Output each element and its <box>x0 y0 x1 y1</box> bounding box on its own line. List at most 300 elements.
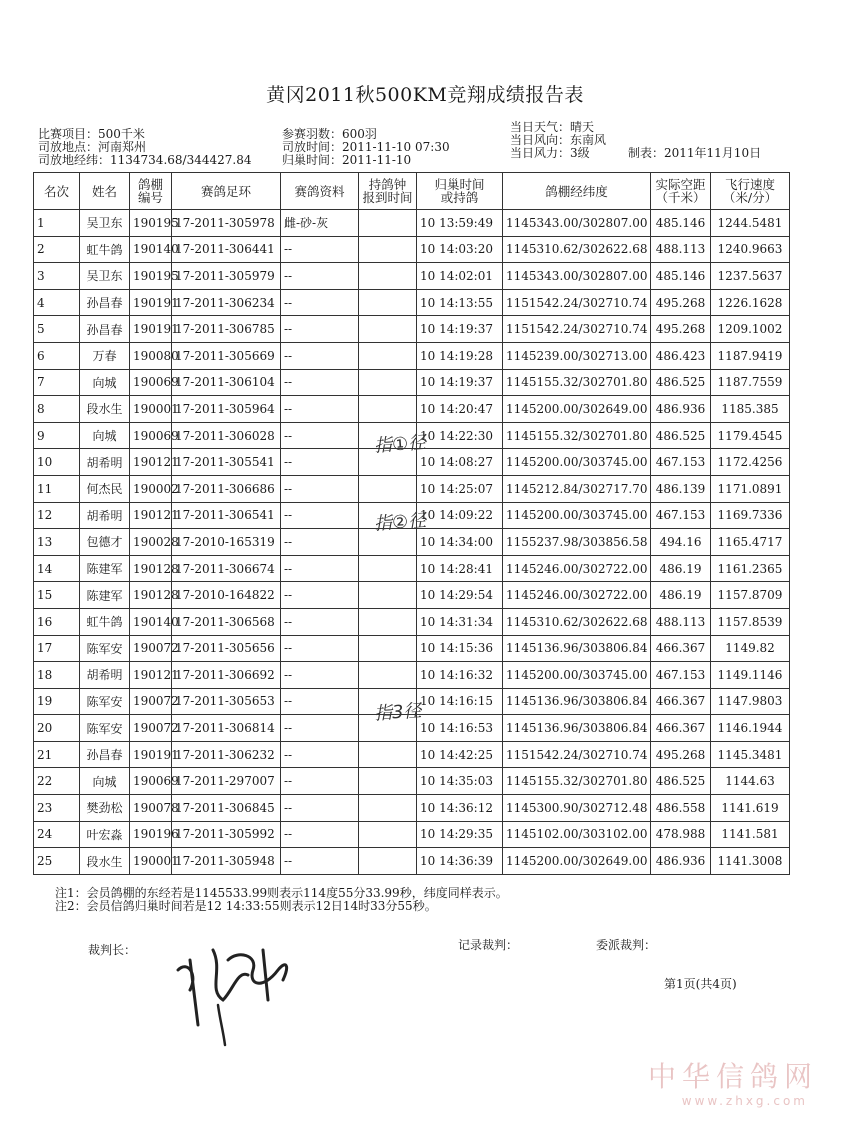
handwritten-note: 指3径 <box>373 700 423 725</box>
table-cell: 190121 <box>130 662 172 689</box>
column-header: 鸽棚 编号 <box>130 173 172 210</box>
table-cell: 486.423 <box>651 342 711 369</box>
table-cell: 190078 <box>130 795 172 822</box>
meta-release-coords: 司放地经纬：1134734.68/344427.84 <box>38 153 252 167</box>
table-cell: -- <box>281 422 359 449</box>
table-cell: 488.113 <box>651 608 711 635</box>
table-cell: 孙昌春 <box>80 289 130 316</box>
table-cell: 1141.619 <box>711 795 790 822</box>
table-cell: 13 <box>34 529 80 556</box>
table-row <box>34 342 790 369</box>
table-cell: 495.268 <box>651 289 711 316</box>
table-row <box>34 768 790 795</box>
table-cell: 陈军安 <box>80 688 130 715</box>
table-cell: -- <box>281 555 359 582</box>
table-cell: -- <box>281 236 359 263</box>
table-row <box>34 795 790 822</box>
table-cell: -- <box>281 396 359 423</box>
table-cell: 1179.4545 <box>711 422 790 449</box>
table-cell: 陈建军 <box>80 555 130 582</box>
table-cell: 5 <box>34 316 80 343</box>
table-cell: 1145310.62/302622.68 <box>503 236 651 263</box>
table-cell: 1209.1002 <box>711 316 790 343</box>
table-cell: 1149.1146 <box>711 662 790 689</box>
table-cell: 10 14:29:35 <box>417 821 503 848</box>
table-row <box>34 635 790 662</box>
meta-wind-force: 当日风力：3级 <box>510 146 590 160</box>
table-cell: 1145136.96/303806.84 <box>503 715 651 742</box>
table-row <box>34 289 790 316</box>
table-cell: 17-2011-305992 <box>172 821 281 848</box>
table-cell: 1172.4256 <box>711 449 790 476</box>
table-cell: 10 14:16:53 <box>417 715 503 742</box>
table-cell: -- <box>281 688 359 715</box>
table-cell: 1145310.62/302622.68 <box>503 608 651 635</box>
table-cell <box>359 210 417 237</box>
table-cell <box>359 396 417 423</box>
meta-entries: 参赛羽数：600羽 <box>282 127 377 141</box>
table-cell: 18 <box>34 662 80 689</box>
table-cell: 10 14:20:47 <box>417 396 503 423</box>
table-cell: 17-2011-305656 <box>172 635 281 662</box>
table-cell: 胡希明 <box>80 662 130 689</box>
table-cell: 467.153 <box>651 502 711 529</box>
table-cell: 吴卫东 <box>80 263 130 290</box>
table-cell: 190128 <box>130 555 172 582</box>
table-cell: 486.19 <box>651 555 711 582</box>
column-header: 名次 <box>34 173 80 210</box>
table-cell: 1145300.90/302712.48 <box>503 795 651 822</box>
table-cell: 1 <box>34 210 80 237</box>
table-cell: 17-2011-306541 <box>172 502 281 529</box>
table-cell: 10 14:22:30 <box>417 422 503 449</box>
table-cell <box>359 795 417 822</box>
page-indicator: 第1页(共4页) <box>664 977 737 991</box>
meta-release-time: 司放时间：2011-11-10 07:30 <box>282 140 450 154</box>
table-cell: -- <box>281 795 359 822</box>
table-cell: 包德才 <box>80 529 130 556</box>
table-cell: 向城 <box>80 422 130 449</box>
table-cell: 樊劲松 <box>80 795 130 822</box>
chief-referee-label: 裁判长： <box>88 943 137 957</box>
table-cell: 1151542.24/302710.74 <box>503 289 651 316</box>
table-cell: 陈建军 <box>80 582 130 609</box>
table-cell: 15 <box>34 582 80 609</box>
table-cell: 1237.5637 <box>711 263 790 290</box>
table-cell <box>359 342 417 369</box>
table-row <box>34 848 790 875</box>
table-row <box>34 475 790 502</box>
table-header-row <box>34 173 790 210</box>
table-cell: 494.16 <box>651 529 711 556</box>
table-cell <box>359 236 417 263</box>
table-row <box>34 369 790 396</box>
notes <box>55 887 508 913</box>
table-cell: 10 14:28:41 <box>417 555 503 582</box>
table-cell: 1145.3481 <box>711 741 790 768</box>
table-cell: 10 14:09:22 <box>417 502 503 529</box>
table-cell: 467.153 <box>651 449 711 476</box>
table-cell: 10 14:31:34 <box>417 608 503 635</box>
table-cell: 14 <box>34 555 80 582</box>
table-cell: 17-2011-306674 <box>172 555 281 582</box>
table-cell <box>359 475 417 502</box>
table-cell: 1171.0891 <box>711 475 790 502</box>
table-cell: 1145200.00/302649.00 <box>503 396 651 423</box>
table-cell: -- <box>281 768 359 795</box>
table-cell: 1145155.32/302701.80 <box>503 422 651 449</box>
table-cell: 10 14:36:39 <box>417 848 503 875</box>
table-cell: 24 <box>34 821 80 848</box>
table-cell: -- <box>281 715 359 742</box>
table-cell: 16 <box>34 608 80 635</box>
table-cell: 12 <box>34 502 80 529</box>
table-cell: 向城 <box>80 369 130 396</box>
table-cell: 21 <box>34 741 80 768</box>
meta-release-place: 司放地点：河南郑州 <box>38 140 147 154</box>
table-cell: 486.525 <box>651 768 711 795</box>
watermark-logo: 中华信鸽网 <box>647 1060 818 1093</box>
table-cell: 1244.5481 <box>711 210 790 237</box>
table-cell: 10 14:29:54 <box>417 582 503 609</box>
table-cell: 10 14:15:36 <box>417 635 503 662</box>
note-2: 注2：会员信鸽归巢时间若是12 14:33:55则表示12日14时33分55秒。 <box>55 899 437 913</box>
table-cell: 190072 <box>130 688 172 715</box>
table-cell: 17-2011-305948 <box>172 848 281 875</box>
table-cell <box>359 635 417 662</box>
table-cell: -- <box>281 848 359 875</box>
table-cell: 向城 <box>80 768 130 795</box>
table-cell: -- <box>281 316 359 343</box>
column-header: 姓名 <box>80 173 130 210</box>
table-cell: 1144.63 <box>711 768 790 795</box>
table-cell: 1145246.00/302722.00 <box>503 582 651 609</box>
table-cell: 17-2011-306845 <box>172 795 281 822</box>
table-cell: 胡希明 <box>80 449 130 476</box>
table-cell: -- <box>281 529 359 556</box>
table-cell <box>359 289 417 316</box>
table-cell: -- <box>281 635 359 662</box>
table-cell: 1157.8539 <box>711 608 790 635</box>
table-cell: 22 <box>34 768 80 795</box>
table-cell: 488.113 <box>651 236 711 263</box>
table-cell: 11 <box>34 475 80 502</box>
table-row <box>34 608 790 635</box>
column-header: 飞行速度 （米/分） <box>711 173 790 210</box>
table-cell: 10 13:59:49 <box>417 210 503 237</box>
table-cell: 1145246.00/302722.00 <box>503 555 651 582</box>
table-cell: 17-2011-306234 <box>172 289 281 316</box>
meta-weather: 当日天气：晴天 <box>510 120 595 134</box>
table-cell: 17-2011-306441 <box>172 236 281 263</box>
table-cell: 10 14:25:07 <box>417 475 503 502</box>
table-row <box>34 662 790 689</box>
meta-project: 比赛项目：500千米 <box>38 127 145 141</box>
table-cell: 466.367 <box>651 715 711 742</box>
table-cell: -- <box>281 289 359 316</box>
table-cell: -- <box>281 608 359 635</box>
column-header: 持鸽钟 报到时间 <box>359 173 417 210</box>
table-cell: 495.268 <box>651 316 711 343</box>
table-cell: 190191 <box>130 316 172 343</box>
table-cell: 17-2011-306104 <box>172 369 281 396</box>
column-header: 鸽棚经纬度 <box>503 173 651 210</box>
table-cell: 2 <box>34 236 80 263</box>
table-cell: 孙昌春 <box>80 741 130 768</box>
meta-return-time: 归巢时间：2011-11-10 <box>282 153 412 167</box>
column-header: 归巢时间 或持鸽 <box>417 173 503 210</box>
table-cell: 10 14:19:28 <box>417 342 503 369</box>
table-cell <box>359 741 417 768</box>
table-cell: 10 14:03:20 <box>417 236 503 263</box>
table-cell: 1145102.00/303102.00 <box>503 821 651 848</box>
table-cell: 4 <box>34 289 80 316</box>
table-cell <box>359 582 417 609</box>
table-cell: 466.367 <box>651 635 711 662</box>
table-cell: -- <box>281 342 359 369</box>
table-cell: 叶宏淼 <box>80 821 130 848</box>
table-cell: 19 <box>34 688 80 715</box>
table-cell: 17-2010-164822 <box>172 582 281 609</box>
table-cell: 190001 <box>130 848 172 875</box>
table-cell: 17-2011-306232 <box>172 741 281 768</box>
table-cell: -- <box>281 582 359 609</box>
column-header: 实际空距 （千米） <box>651 173 711 210</box>
table-cell: 1145239.00/302713.00 <box>503 342 651 369</box>
meta-col-1 <box>38 128 251 167</box>
table-cell: 486.936 <box>651 396 711 423</box>
table-cell: 1145200.00/302649.00 <box>503 848 651 875</box>
table-cell: 吴卫东 <box>80 210 130 237</box>
meta-made-date: 制表：2011年11月10日 <box>628 146 762 160</box>
recorder-label: 记录裁判： <box>458 938 519 952</box>
meta-col-2 <box>282 128 450 167</box>
table-cell: 1145155.32/302701.80 <box>503 768 651 795</box>
table-cell: 1145155.32/302701.80 <box>503 369 651 396</box>
table-cell: 10 14:16:32 <box>417 662 503 689</box>
handwritten-note: 指①径 <box>373 432 427 457</box>
table-cell: -- <box>281 475 359 502</box>
table-cell: 6 <box>34 342 80 369</box>
table-cell: 1185.385 <box>711 396 790 423</box>
table-row <box>34 263 790 290</box>
watermark-url: www.zhxg.com <box>681 1094 808 1108</box>
table-cell: 7 <box>34 369 80 396</box>
table-cell: 17-2011-305979 <box>172 263 281 290</box>
table-cell: 190140 <box>130 236 172 263</box>
table-cell: -- <box>281 449 359 476</box>
table-cell: 20 <box>34 715 80 742</box>
table-cell: 10 14:34:00 <box>417 529 503 556</box>
table-cell: 17-2011-305964 <box>172 396 281 423</box>
table-cell: 486.19 <box>651 582 711 609</box>
table-cell: 190080 <box>130 342 172 369</box>
handwritten-note: 指②径 <box>373 510 427 535</box>
table-cell: 23 <box>34 795 80 822</box>
table-cell: 9 <box>34 422 80 449</box>
table-cell: 190195 <box>130 210 172 237</box>
table-cell: 1187.9419 <box>711 342 790 369</box>
table-cell: 190191 <box>130 741 172 768</box>
table-cell: 1149.82 <box>711 635 790 662</box>
table-cell: 1145212.84/302717.70 <box>503 475 651 502</box>
table-cell: 1145136.96/303806.84 <box>503 635 651 662</box>
table-cell <box>359 555 417 582</box>
table-cell <box>359 768 417 795</box>
table-row <box>34 555 790 582</box>
table-cell: 190128 <box>130 582 172 609</box>
table-cell: 1146.1944 <box>711 715 790 742</box>
table-cell: 190069 <box>130 768 172 795</box>
table-cell: 190001 <box>130 396 172 423</box>
table-cell <box>359 608 417 635</box>
table-cell: 10 14:42:25 <box>417 741 503 768</box>
table-cell: -- <box>281 821 359 848</box>
table-row <box>34 396 790 423</box>
table-cell: 10 <box>34 449 80 476</box>
table-cell: 190195 <box>130 263 172 290</box>
table-cell: 190121 <box>130 449 172 476</box>
table-cell: 1145343.00/302807.00 <box>503 210 651 237</box>
table-cell: 段水生 <box>80 396 130 423</box>
table-cell: 1145200.00/303745.00 <box>503 502 651 529</box>
table-cell: 8 <box>34 396 80 423</box>
table-cell: 495.268 <box>651 741 711 768</box>
table-cell: 10 14:19:37 <box>417 316 503 343</box>
table-cell: 190140 <box>130 608 172 635</box>
table-cell: 190028 <box>130 529 172 556</box>
column-header: 赛鸽足环 <box>172 173 281 210</box>
table-cell: 10 14:36:12 <box>417 795 503 822</box>
table-cell: 1165.4717 <box>711 529 790 556</box>
table-cell: 10 14:02:01 <box>417 263 503 290</box>
table-cell: 10 14:13:55 <box>417 289 503 316</box>
table-cell: 17-2011-297007 <box>172 768 281 795</box>
table-cell: 17-2011-306028 <box>172 422 281 449</box>
table-cell: 1155237.98/303856.58 <box>503 529 651 556</box>
table-cell: 10 14:19:37 <box>417 369 503 396</box>
table-cell: 陈军安 <box>80 635 130 662</box>
table-row <box>34 582 790 609</box>
table-cell: 陈军安 <box>80 715 130 742</box>
table-cell: 190191 <box>130 289 172 316</box>
table-cell: 190196 <box>130 821 172 848</box>
table-cell: 何杰民 <box>80 475 130 502</box>
table-cell: 3 <box>34 263 80 290</box>
table-row <box>34 821 790 848</box>
table-cell: 1240.9663 <box>711 236 790 263</box>
table-cell: -- <box>281 263 359 290</box>
signature-image <box>168 930 308 1050</box>
table-cell: 485.146 <box>651 263 711 290</box>
table-cell: 486.139 <box>651 475 711 502</box>
table-cell: 1169.7336 <box>711 502 790 529</box>
table-cell: 190069 <box>130 422 172 449</box>
note-1: 注1：会员鸽棚的东经若是1145533.99则表示114度55分33.99秒，纬度同样表示。 <box>55 886 508 900</box>
table-cell: -- <box>281 662 359 689</box>
table-cell: 虹牛鸽 <box>80 608 130 635</box>
meta-wind-direction: 当日风向：东南风 <box>510 133 607 147</box>
table-cell: -- <box>281 741 359 768</box>
table-cell: 17-2011-306814 <box>172 715 281 742</box>
table-cell: 1145200.00/303745.00 <box>503 449 651 476</box>
table-cell <box>359 263 417 290</box>
table-cell: 486.558 <box>651 795 711 822</box>
table-cell: 1226.1628 <box>711 289 790 316</box>
table-cell: 孙昌春 <box>80 316 130 343</box>
table-cell: 1187.7559 <box>711 369 790 396</box>
table-cell <box>359 848 417 875</box>
table-cell: 17-2011-306785 <box>172 316 281 343</box>
table-cell: 1141.3008 <box>711 848 790 875</box>
table-cell: 17-2011-305669 <box>172 342 281 369</box>
table-cell: 1145343.00/302807.00 <box>503 263 651 290</box>
table-cell: 17-2011-305653 <box>172 688 281 715</box>
table-cell: 虹牛鸽 <box>80 236 130 263</box>
table-cell: 1151542.24/302710.74 <box>503 316 651 343</box>
delegate-label: 委派裁判： <box>596 938 657 952</box>
table-cell: 1151542.24/302710.74 <box>503 741 651 768</box>
table-cell: 1161.2365 <box>711 555 790 582</box>
table-cell: 1141.581 <box>711 821 790 848</box>
table-cell: 10 14:08:27 <box>417 449 503 476</box>
table-cell: 478.988 <box>651 821 711 848</box>
report-title: 黄冈2011秋500KM竞翔成绩报告表 <box>266 84 584 106</box>
table-cell: 10 14:16:15 <box>417 688 503 715</box>
table-cell: 190121 <box>130 502 172 529</box>
table-cell <box>359 662 417 689</box>
table-cell: 17-2011-305978 <box>172 210 281 237</box>
table-cell: -- <box>281 502 359 529</box>
table-cell: 段水生 <box>80 848 130 875</box>
table-cell: 17-2011-306692 <box>172 662 281 689</box>
table-cell: 万春 <box>80 342 130 369</box>
table-cell: 486.936 <box>651 848 711 875</box>
table-cell <box>359 316 417 343</box>
table-cell: 466.367 <box>651 688 711 715</box>
table-cell: 190072 <box>130 635 172 662</box>
table-cell <box>359 821 417 848</box>
table-cell: 485.146 <box>651 210 711 237</box>
table-cell: 25 <box>34 848 80 875</box>
table-cell: 190072 <box>130 715 172 742</box>
table-cell: 486.525 <box>651 422 711 449</box>
table-cell: 1145136.96/303806.84 <box>503 688 651 715</box>
table-cell: 1157.8709 <box>711 582 790 609</box>
table-cell: 胡希明 <box>80 502 130 529</box>
table-cell: 17-2010-165319 <box>172 529 281 556</box>
table-row <box>34 316 790 343</box>
table-cell: -- <box>281 369 359 396</box>
table-cell: 190002 <box>130 475 172 502</box>
table-cell <box>359 369 417 396</box>
column-header: 赛鸽资料 <box>281 173 359 210</box>
meta-col-3 <box>510 121 606 160</box>
table-cell: 467.153 <box>651 662 711 689</box>
table-cell: 1145200.00/303745.00 <box>503 662 651 689</box>
table-cell: 雌-砂-灰 <box>281 210 359 237</box>
table-cell: 17-2011-306686 <box>172 475 281 502</box>
table-cell: 17 <box>34 635 80 662</box>
table-row <box>34 210 790 237</box>
table-cell: 17-2011-306568 <box>172 608 281 635</box>
table-cell: 486.525 <box>651 369 711 396</box>
table-row <box>34 741 790 768</box>
table-row <box>34 236 790 263</box>
table-cell: 1147.9803 <box>711 688 790 715</box>
table-cell: 10 14:35:03 <box>417 768 503 795</box>
table-cell: 17-2011-305541 <box>172 449 281 476</box>
